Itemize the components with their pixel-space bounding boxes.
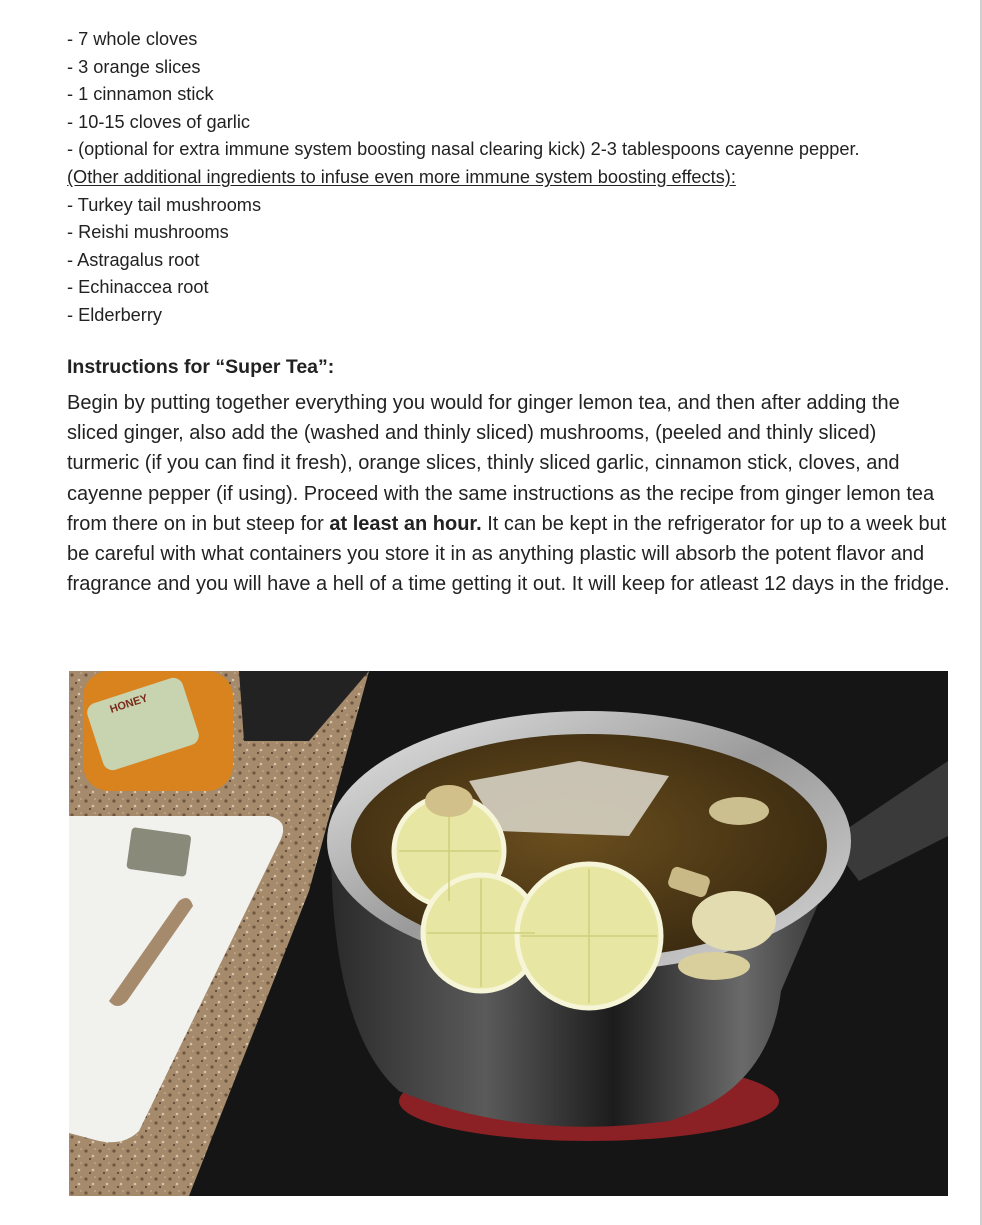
ingredient-item: - 3 orange slices bbox=[67, 56, 201, 77]
additional-ingredient-item: - Astragalus root bbox=[67, 249, 200, 270]
ingredients-list bbox=[67, 26, 957, 330]
instructions-text-part2: It can be kept in the refrigerator for up to a week but be careful with what containers you store it in as anything plastic will absorb the potent flavor and fragrance and you will have a hell of a time getting it out. It will keep for atleast 12 days in the fridge. bbox=[67, 512, 950, 596]
honey-label: HONEY bbox=[108, 692, 150, 716]
instructions-text-part1: Begin by putting together everything you would for ginger lemon tea, and then after adding the sliced ginger, also add the (washed and thinly sliced) mushrooms, (peeled and thinly sliced) turmeric (if you can find it fresh), orange slices, thinly sliced garlic, cinnamon stick, cloves, and cayenne pepper (if using). Proceed with the same instructions as the recipe from ginger lemon tea from there on in but steep for bbox=[67, 392, 935, 535]
honey-bottle bbox=[83, 671, 233, 791]
tea-bag bbox=[126, 827, 191, 877]
instructions-emphasis: at least an hour. bbox=[329, 512, 482, 535]
additional-ingredient-item: - Turkey tail mushrooms bbox=[67, 194, 262, 215]
additional-ingredient-item: - Reishi mushrooms bbox=[67, 222, 229, 243]
tea-pot-photo bbox=[69, 671, 948, 1196]
instructions-paragraph bbox=[67, 388, 953, 599]
photo-illustration bbox=[69, 671, 948, 1196]
ingredient-item: - 10-15 cloves of garlic bbox=[67, 111, 250, 132]
additional-ingredient-item: - Elderberry bbox=[67, 304, 163, 325]
ingredient-item: - 7 whole cloves bbox=[67, 29, 198, 49]
ingredient-item: - 1 cinnamon stick bbox=[67, 84, 214, 105]
additional-ingredient-item: - Echinaccea root bbox=[67, 277, 209, 298]
instructions-heading: Instructions for “Super Tea”: bbox=[67, 356, 335, 378]
additional-ingredients-heading: (Other additional ingredients to infuse even more immune system boosting effects): bbox=[67, 166, 736, 187]
recipe-document bbox=[67, 26, 957, 596]
ingredient-item: - (optional for extra immune system boosting nasal clearing kick) 2-3 tablespoons cayenne pepper. bbox=[67, 139, 860, 160]
